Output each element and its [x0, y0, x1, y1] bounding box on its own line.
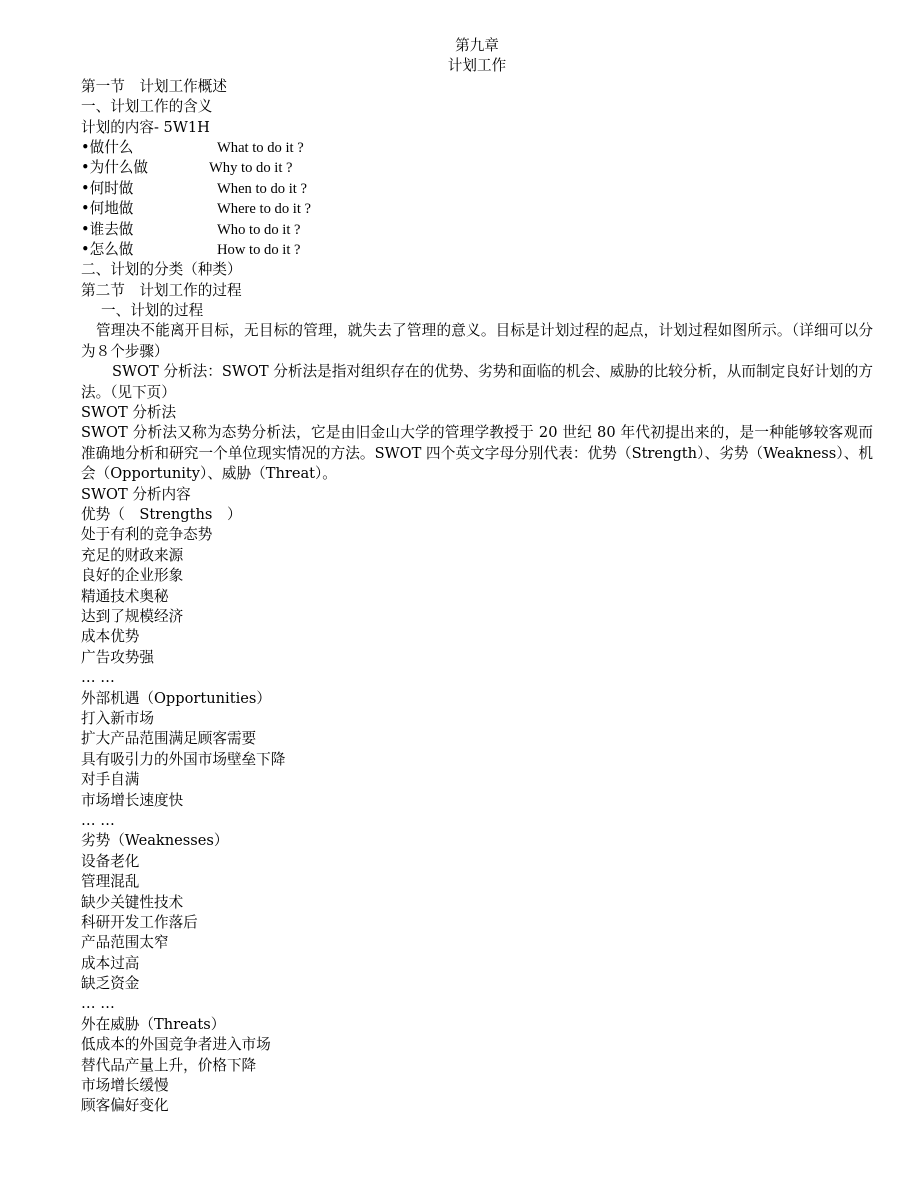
section2-paragraph-1: 管理决不能离开目标，无目标的管理，就失去了管理的意义。目标是计划过程的起点，计划过程如图所示。（详细可以分为８个步骤） — [81, 322, 873, 360]
item-cn: •何地做 — [81, 200, 134, 218]
list-item-what — [81, 138, 873, 158]
swot-title: SWOT 分析法 — [81, 404, 177, 422]
list-item: 扩大产品范围满足顾客需要 — [81, 730, 257, 748]
list-item-where — [81, 199, 873, 219]
item-cn: •何时做 — [81, 179, 134, 197]
section1-heading: 第一节 计划工作概述 — [81, 77, 227, 95]
list-item: 市场增长速度快 — [81, 791, 184, 809]
list-item-when — [81, 179, 873, 199]
section1-sub2: 二、计划的分类（种类） — [81, 261, 242, 279]
item-en: Who to do it ? — [217, 221, 301, 238]
list-item: 处于有利的竞争态势 — [81, 526, 213, 544]
section2-sub1: 一、计划的过程 — [101, 302, 204, 320]
opportunities-title: 外部机遇（Opportunities） — [81, 689, 271, 707]
list-item-why — [81, 158, 873, 178]
list-item: 低成本的外国竞争者进入市场 — [81, 1036, 271, 1054]
swot-intro: SWOT 分析法又称为态势分析法，它是由旧金山大学的管理学教授于 20 世纪 80 年代初提出来的，是一种能够较客观而准确地分析和研究一个单位现实情况的方法。SWOT 四个英文字母分别代表：优势（Strength）、劣势（Weakness）、机会（Opportunity）、威胁（Threat）。 — [81, 424, 873, 483]
list-item: 设备老化 — [81, 852, 140, 870]
list-item: 具有吸引力的外国市场壁垒下降 — [81, 750, 286, 768]
list-item-who — [81, 220, 873, 240]
list-item: 缺乏资金 — [81, 975, 140, 993]
strengths-title: 优势（ Strengths ） — [81, 506, 242, 524]
section2-paragraph-2: SWOT 分析法：SWOT 分析法是指对组织存在的优势、劣势和面临的机会、威胁的比较分析，从而制定良好计划的方法。（见下页） — [81, 363, 873, 401]
list-item: 科研开发工作落后 — [81, 913, 198, 931]
section2-heading: 第二节 计划工作的过程 — [81, 281, 242, 299]
item-cn: •怎么做 — [81, 240, 134, 258]
ellipsis: … … — [81, 811, 115, 829]
item-en: Why to do it ? — [209, 160, 293, 177]
list-item: 成本优势 — [81, 628, 140, 646]
section1-sub1: 一、计划工作的含义 — [81, 98, 213, 116]
list-item: 打入新市场 — [81, 710, 154, 727]
item-cn: •谁去做 — [81, 220, 134, 238]
list-item: 广告攻势强 — [81, 648, 154, 666]
list-item: 达到了规模经济 — [81, 608, 184, 626]
item-cn: •做什么 — [81, 138, 134, 156]
swot-content-title: SWOT 分析内容 — [81, 485, 191, 503]
list-item: 良好的企业形象 — [81, 567, 184, 585]
list-item: 市场增长缓慢 — [81, 1077, 169, 1095]
list-item: 充足的财政来源 — [81, 546, 184, 564]
list-item: 精通技术奥秘 — [81, 587, 169, 605]
list-item-how — [81, 240, 873, 260]
list-item: 替代品产量上升，价格下降 — [81, 1056, 257, 1074]
item-en: How to do it ? — [217, 241, 301, 258]
chapter-number: 第九章 — [455, 37, 499, 54]
item-en: When to do it ? — [217, 180, 307, 197]
item-cn: •为什么做 — [81, 159, 148, 177]
weaknesses-title: 劣势（Weaknesses） — [81, 832, 229, 850]
threats-title: 外在威胁（Threats） — [81, 1015, 226, 1033]
chapter-title: 计划工作 — [447, 57, 507, 75]
list-item: 顾客偏好变化 — [81, 1097, 169, 1115]
item-en: What to do it ? — [217, 139, 304, 156]
plan-content-title: 计划的内容- 5W1H — [81, 118, 210, 136]
document-page — [81, 36, 873, 1117]
item-en: Where to do it ? — [217, 201, 312, 218]
list-item: 对手自满 — [81, 771, 140, 789]
ellipsis: … … — [81, 995, 115, 1013]
list-item: 缺少关键性技术 — [81, 893, 184, 911]
list-item: 产品范围太窄 — [81, 934, 169, 952]
list-item: 成本过高 — [81, 954, 140, 972]
list-item: 管理混乱 — [81, 873, 140, 891]
ellipsis: … … — [81, 669, 115, 687]
